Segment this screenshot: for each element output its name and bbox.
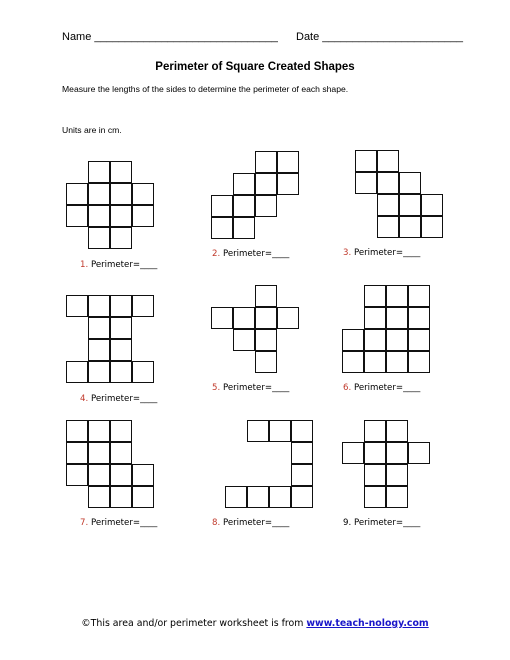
grid-square bbox=[110, 420, 132, 442]
grid-square bbox=[269, 420, 291, 442]
grid-square bbox=[364, 285, 386, 307]
grid-square bbox=[132, 464, 154, 486]
grid-square bbox=[277, 307, 299, 329]
grid-square bbox=[291, 486, 313, 508]
grid-square bbox=[247, 486, 269, 508]
date-field: Date _______________________ bbox=[296, 31, 463, 43]
grid-square bbox=[408, 351, 430, 373]
grid-square bbox=[88, 317, 110, 339]
grid-square bbox=[255, 285, 277, 307]
teach-nology-link[interactable]: www.teach-nology.com bbox=[306, 618, 429, 629]
grid-square bbox=[88, 205, 110, 227]
grid-square bbox=[269, 486, 291, 508]
grid-square bbox=[364, 307, 386, 329]
grid-square bbox=[110, 442, 132, 464]
grid-square bbox=[88, 486, 110, 508]
grid-square bbox=[88, 227, 110, 249]
grid-square bbox=[421, 194, 443, 216]
grid-square bbox=[408, 307, 430, 329]
grid-square bbox=[291, 442, 313, 464]
grid-square bbox=[277, 173, 299, 195]
grid-square bbox=[255, 351, 277, 373]
grid-square bbox=[386, 351, 408, 373]
grid-square bbox=[88, 420, 110, 442]
grid-square bbox=[66, 295, 88, 317]
grid-square bbox=[291, 420, 313, 442]
grid-square bbox=[386, 464, 408, 486]
grid-square bbox=[399, 216, 421, 238]
grid-square bbox=[66, 442, 88, 464]
grid-square bbox=[211, 195, 233, 217]
grid-square bbox=[233, 217, 255, 239]
grid-square bbox=[255, 307, 277, 329]
grid-square bbox=[233, 307, 255, 329]
grid-square bbox=[66, 464, 88, 486]
problem-7-label: 7. Perimeter=____ bbox=[80, 518, 158, 528]
grid-square bbox=[377, 216, 399, 238]
grid-square bbox=[399, 172, 421, 194]
units-note: Units are in cm. bbox=[62, 125, 122, 135]
grid-square bbox=[211, 307, 233, 329]
grid-square bbox=[88, 361, 110, 383]
grid-square bbox=[132, 183, 154, 205]
problem-2-label: 2. Perimeter=____ bbox=[212, 249, 290, 259]
grid-square bbox=[364, 351, 386, 373]
grid-square bbox=[110, 227, 132, 249]
grid-square bbox=[355, 150, 377, 172]
copyright-text: ©This area and/or perimeter worksheet is from bbox=[81, 618, 307, 629]
grid-square bbox=[255, 329, 277, 351]
grid-square bbox=[255, 195, 277, 217]
grid-square bbox=[364, 486, 386, 508]
problem-5-label: 5. Perimeter=____ bbox=[212, 383, 290, 393]
grid-square bbox=[233, 329, 255, 351]
grid-square bbox=[132, 486, 154, 508]
problem-9-label: 9. Perimeter=____ bbox=[343, 518, 421, 528]
grid-square bbox=[110, 161, 132, 183]
grid-square bbox=[88, 183, 110, 205]
problem-8-label: 8. Perimeter=____ bbox=[212, 518, 290, 528]
grid-square bbox=[377, 172, 399, 194]
grid-square bbox=[225, 486, 247, 508]
page-title: Perimeter of Square Created Shapes bbox=[155, 61, 355, 73]
grid-square bbox=[110, 205, 132, 227]
grid-square bbox=[291, 464, 313, 486]
grid-square bbox=[88, 464, 110, 486]
grid-square bbox=[386, 285, 408, 307]
grid-square bbox=[110, 464, 132, 486]
grid-square bbox=[110, 486, 132, 508]
grid-square bbox=[110, 317, 132, 339]
grid-square bbox=[255, 173, 277, 195]
grid-square bbox=[386, 442, 408, 464]
grid-square bbox=[247, 420, 269, 442]
grid-square bbox=[233, 195, 255, 217]
grid-square bbox=[88, 161, 110, 183]
grid-square bbox=[110, 295, 132, 317]
grid-square bbox=[364, 420, 386, 442]
grid-square bbox=[386, 420, 408, 442]
grid-square bbox=[342, 351, 364, 373]
problem-1-label: 1. Perimeter=____ bbox=[80, 260, 158, 270]
grid-square bbox=[110, 361, 132, 383]
grid-square bbox=[408, 329, 430, 351]
problem-6-label: 6. Perimeter=____ bbox=[343, 383, 421, 393]
grid-square bbox=[233, 173, 255, 195]
grid-square bbox=[364, 329, 386, 351]
grid-square bbox=[277, 151, 299, 173]
grid-square bbox=[66, 205, 88, 227]
grid-square bbox=[377, 150, 399, 172]
grid-square bbox=[364, 442, 386, 464]
grid-square bbox=[132, 205, 154, 227]
grid-square bbox=[211, 217, 233, 239]
grid-square bbox=[66, 420, 88, 442]
grid-square bbox=[132, 295, 154, 317]
grid-square bbox=[355, 172, 377, 194]
grid-square bbox=[386, 307, 408, 329]
grid-square bbox=[88, 339, 110, 361]
grid-square bbox=[88, 295, 110, 317]
grid-square bbox=[88, 442, 110, 464]
problem-4-label: 4. Perimeter=____ bbox=[80, 394, 158, 404]
grid-square bbox=[377, 194, 399, 216]
grid-square bbox=[110, 339, 132, 361]
grid-square bbox=[408, 442, 430, 464]
grid-square bbox=[255, 151, 277, 173]
instructions: Measure the lengths of the sides to determine the perimeter of each shape. bbox=[62, 84, 349, 94]
footer bbox=[0, 618, 510, 629]
grid-square bbox=[132, 361, 154, 383]
grid-square bbox=[66, 361, 88, 383]
grid-square bbox=[386, 329, 408, 351]
grid-square bbox=[110, 183, 132, 205]
grid-square bbox=[421, 216, 443, 238]
name-field: Name ______________________________ bbox=[62, 31, 278, 43]
grid-square bbox=[399, 194, 421, 216]
grid-square bbox=[66, 183, 88, 205]
problem-3-label: 3. Perimeter=____ bbox=[343, 248, 421, 258]
grid-square bbox=[408, 285, 430, 307]
grid-square bbox=[342, 442, 364, 464]
grid-square bbox=[364, 464, 386, 486]
grid-square bbox=[342, 329, 364, 351]
grid-square bbox=[386, 486, 408, 508]
